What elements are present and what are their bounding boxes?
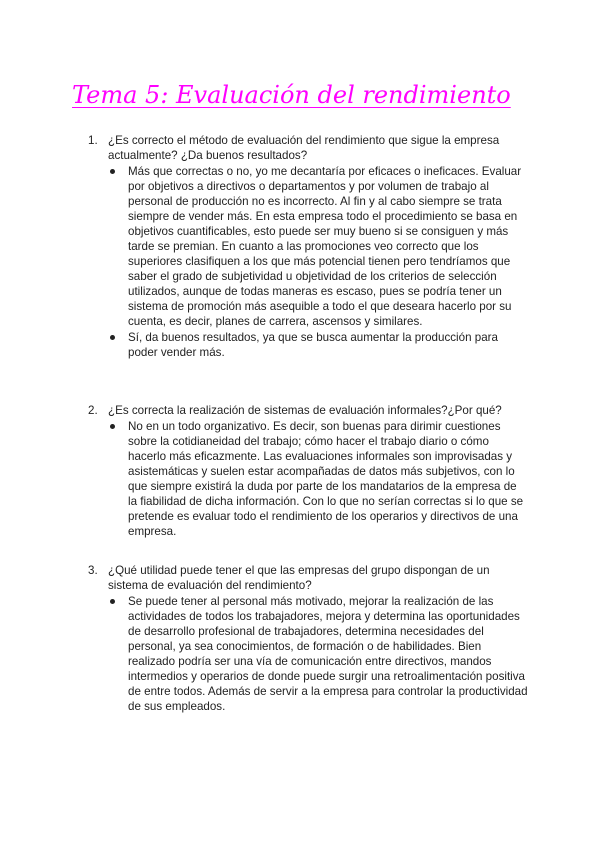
bullet-dot-icon bbox=[110, 599, 115, 604]
question-text: ¿Es correcto el método de evaluación del rendimiento que sigue la empresa actualmente? ¿Da buenos resultados? bbox=[108, 134, 500, 162]
question-3 bbox=[88, 563, 528, 714]
answer-text: Más que correctas o no, yo me decantaría por eficaces o ineficaces. Evaluar por objetivos a directivos o departamentos y por volumen de trabajo al personal de producción no es incorrecto. Al fin y al cabo siempre se trata siempre de vender más. En esta empresa todo el procedimiento se basa en objetivos cuantificables, esto puede ser muy bueno si se consiguen y más tarde se premian. En cuanto a las promociones veo correcto que los superiores clasifiquen a los que más potencial tienen pero tendríamos que saber el grado de subjetividad u objetividad de los criterios de selección utilizados, aunque de todas maneras es escaso, pues se podría tener un sistema de promoción más asequible a todo el que deseara hacerlo por su cuenta, es decir, planes de carrera, ascensos y similares. bbox=[128, 165, 522, 328]
question-number: 1. bbox=[88, 134, 98, 147]
answer-item bbox=[128, 330, 528, 360]
answer-text: No en un todo organizativo. Es decir, son buenas para dirimir cuestiones sobre la cotidianeidad del trabajo; cómo hacer el trabajo diario o cómo hacerlo más eficazmente. Las evaluaciones informales son improvisadas y asistemáticas y suelen estar acompañadas de datos más subjetivos, con lo que siempre existirá la duda por parte de los mandatarios de la empresa de la fiabilidad de dicha información. Con lo que no serían correctas si lo que se pretende es evaluar todo el rendimiento de los operarios y directivos de una empresa. bbox=[128, 420, 524, 538]
answer-item bbox=[128, 164, 528, 329]
question-text: ¿Es correcta la realización de sistemas de evaluación informales?¿Por qué? bbox=[108, 404, 502, 417]
question-1 bbox=[88, 133, 528, 360]
answer-item bbox=[128, 419, 528, 539]
bullet-dot-icon bbox=[110, 169, 115, 174]
answer-list bbox=[128, 164, 528, 360]
question-number: 2. bbox=[88, 404, 98, 417]
answer-text: Se puede tener al personal más motivado, mejorar la realización de las actividades de todos los trabajadores, mejora y determina las oportunidades de desarrollo profesional de trabajadores, determina necesidades del personal, ya sea conocimientos, de formación o de habilidades. Bien realizado podría ser una vía de comunicación entre directivos, mandos intermedios y operarios de donde puede surgir una retroalimentación positiva de entre todos. Además de servir a la empresa para controlar la productividad de sus empleados. bbox=[128, 595, 528, 713]
question-2 bbox=[88, 403, 528, 539]
question-text: ¿Qué utilidad puede tener el que las empresas del grupo dispongan de un sistema de evaluación del rendimiento? bbox=[108, 564, 490, 592]
answer-list bbox=[128, 419, 528, 539]
page-title: Tema 5: Evaluación del rendimiento bbox=[72, 81, 511, 109]
answer-list bbox=[128, 594, 528, 714]
answer-item bbox=[128, 594, 528, 714]
answer-text: Sí, da buenos resultados, ya que se busca aumentar la producción para poder vender más. bbox=[128, 331, 498, 359]
bullet-dot-icon bbox=[110, 424, 115, 429]
question-number: 3. bbox=[88, 564, 98, 577]
bullet-dot-icon bbox=[110, 335, 115, 340]
